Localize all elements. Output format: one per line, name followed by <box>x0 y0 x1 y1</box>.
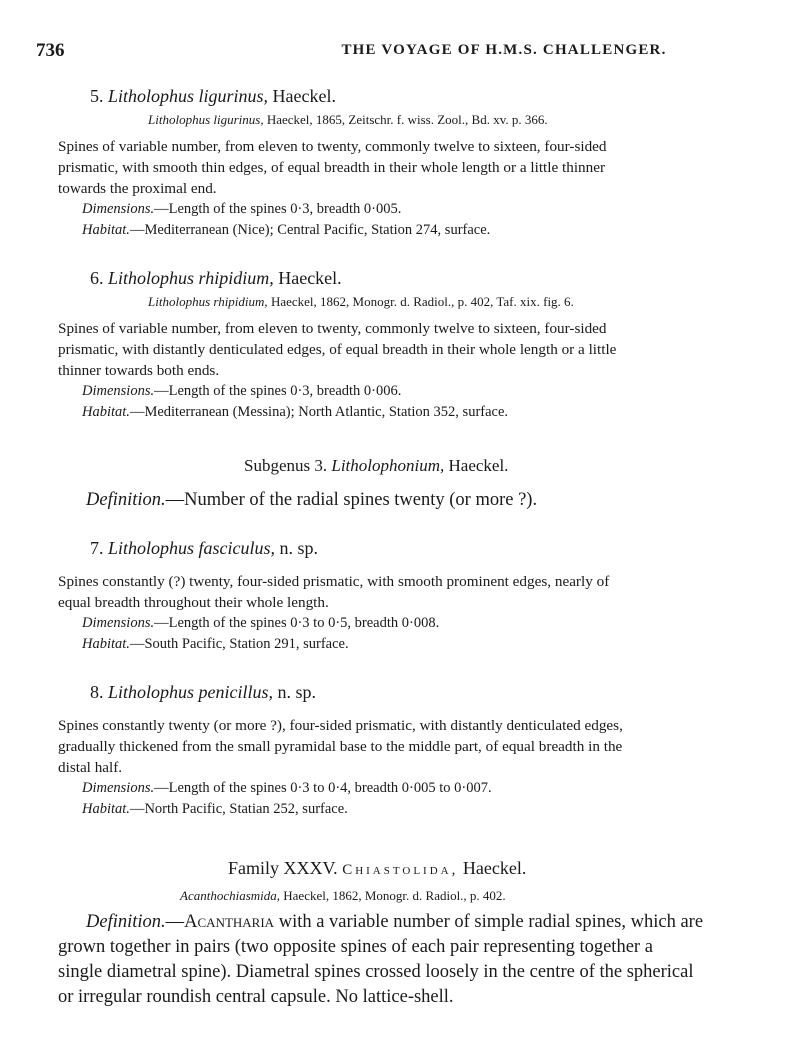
running-title: THE VOYAGE OF H.M.S. CHALLENGER. <box>341 42 667 58</box>
habitat-line: Habitat.—South Pacific, Station 291, surface. <box>82 636 349 652</box>
species-entry <box>58 538 772 655</box>
family-definition: Definition.—Acantharia with a variable number of simple radial spines, which are grown together in pairs (two opposite spines of each pair representing together a single diametral spine). Diametral spines crossed loosely in the centre of the spherical or irregular roundish central capsule. No lattice-shell. <box>58 912 704 1007</box>
synonymy-line: Litholophus ligurinus, Haeckel, 1865, Zeitschr. f. wiss. Zool., Bd. xv. p. 366. <box>148 112 548 127</box>
page-header <box>36 40 772 68</box>
dimensions-line: Dimensions.—Length of the spines 0·3, breadth 0·005. <box>82 201 402 217</box>
species-title: 5. Litholophus ligurinus, Haeckel. <box>90 86 337 106</box>
habitat-line: Habitat.—North Pacific, Statian 252, surface. <box>82 801 348 817</box>
dimensions-line: Dimensions.—Length of the spines 0·3 to 0·4, breadth 0·005 to 0·007. <box>82 780 492 796</box>
description: Spines of variable number, from eleven to twenty, commonly twelve to sixteen, four-sided prismatic, with smooth thin edges, of equal breadth in their whole length or a little thinner towards the proximal end. <box>58 138 607 197</box>
subgenus-definition: Definition.—Number of the radial spines twenty (or more ?). <box>86 490 538 510</box>
species-entry <box>58 86 772 241</box>
species-entry <box>58 268 772 423</box>
dimensions-line: Dimensions.—Length of the spines 0·3 to 0·5, breadth 0·008. <box>82 615 440 631</box>
habitat-line: Habitat.—Mediterranean (Messina); North Atlantic, Station 352, surface. <box>82 404 509 420</box>
page-number: 736 <box>36 40 65 61</box>
species-title: 8. Litholophus penicillus, n. sp. <box>90 682 317 702</box>
description: Spines constantly (?) twenty, four-sided prismatic, with smooth prominent edges, nearly of equal breadth throughout their whole length. <box>58 573 610 611</box>
habitat-line: Habitat.—Mediterranean (Nice); Central Pacific, Station 274, surface. <box>82 222 491 238</box>
species-title: 7. Litholophus fasciculus, n. sp. <box>90 538 319 558</box>
species-title: 6. Litholophus rhipidium, Haeckel. <box>90 268 342 288</box>
description: Spines of variable number, from eleven to twenty, commonly twelve to sixteen, four-sided prismatic, with distantly denticulated edges, of equal breadth in their whole length or a little thinner towards both ends. <box>58 320 617 379</box>
subgenus-heading: Subgenus 3. Litholophonium, Haeckel. <box>244 456 509 475</box>
family-synonymy: Acanthochiasmida, Haeckel, 1862, Monogr. d. Radiol., p. 402. <box>180 888 506 903</box>
family-heading: Family XXXV. Chiastolida, Haeckel. <box>228 858 527 878</box>
description: Spines constantly twenty (or more ?), four-sided prismatic, with distantly denticulated edges, gradually thickened from the small pyramidal base to the middle part, of equal breadth in the distal half. <box>58 717 623 776</box>
dimensions-line: Dimensions.—Length of the spines 0·3, breadth 0·006. <box>82 383 402 399</box>
species-entry <box>58 682 772 820</box>
synonymy-line: Litholophus rhipidium, Haeckel, 1862, Monogr. d. Radiol., p. 402, Taf. xix. fig. 6. <box>148 294 574 309</box>
